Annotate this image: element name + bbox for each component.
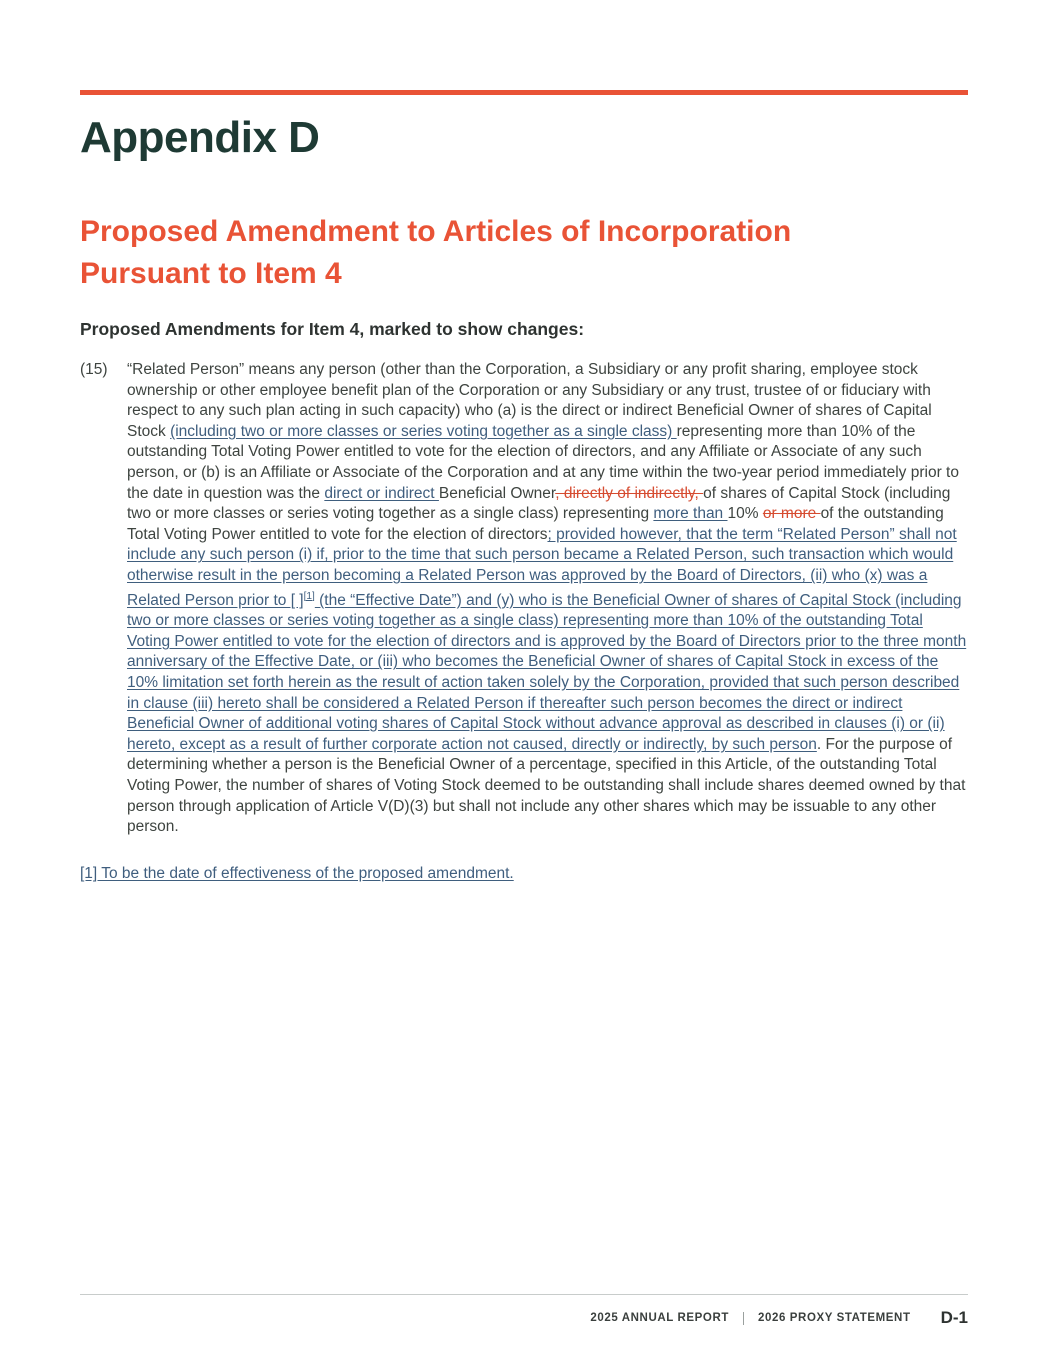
footer-annual-report: 2025 ANNUAL REPORT xyxy=(590,1312,729,1324)
footer-proxy-statement: 2026 PROXY STATEMENT xyxy=(757,1312,911,1324)
footer-row xyxy=(80,1308,968,1328)
text-run-normal: Beneficial Owner xyxy=(438,484,556,502)
section-heading: Proposed Amendment to Articles of Incorporation Pursuant to Item 4 xyxy=(80,215,792,290)
text-run-delete: , directly of indirectly, xyxy=(555,484,704,502)
appendix-title: Appendix D xyxy=(80,113,320,162)
paragraph-number: (15) xyxy=(80,361,108,378)
text-run-insert: more than xyxy=(653,505,728,523)
text-run-normal: of shares of Capital Stock (including two or more classes or series voting together as a single class) representing xyxy=(127,484,951,523)
subheading: Proposed Amendments for Item 4, marked to show changes: xyxy=(80,319,585,339)
text-run-normal: “Related Person” means any person (other than the Corporation, a Subsidiary or any profit sharing, employee stock ownership or other employee benefit plan of the Corporation or any Subsidiary or any trust, trustee of or fiduciary with respect to any such plan acting in such capacity) who (a) is the direct or indirect Beneficial Owner of shares of Capital Stock xyxy=(127,361,932,440)
top-divider xyxy=(80,90,968,95)
text-run-insert: ; provided however, that the term “Related Person” shall not include any such person (i) if, prior to the time that such person became a Related Person, such transaction which would otherwise result in the person becoming a Related Person was approved by the Board of Directors, (ii) who (x) was a Related Person prior to [ ] xyxy=(127,525,957,609)
text-run-insert: (the “Effective Date”) and (y) who is the Beneficial Owner of shares of Capital Stock (including two or more classes or series voting together as a single class) representing more than 10% of the outstanding Total Voting Power entitled to vote for the election of directors and is approved by the Board of Directors prior to the three month anniversary of the Effective Date, or (iii) who becomes the Beneficial Owner of shares of Capital Stock in excess of the 10% limitation set forth herein as the result of action taken solely by the Corporation, provided that such person described in clause (iii) hereto shall be considered a Related Person if thereafter such person becomes the direct or indirect Beneficial Owner of additional voting shares of Capital Stock without advance approval as described in clauses (i) or (ii) hereto, except as a result of further corporate action not caused, directly or indirectly, by such person xyxy=(127,591,967,753)
text-run-insert: direct or indirect xyxy=(324,484,439,502)
text-run-insert-sup: [1] xyxy=(303,590,315,602)
footer-divider xyxy=(80,1294,968,1295)
text-run-insert: (including two or more classes or series voting together as a single class) xyxy=(170,422,677,440)
text-run-normal: of the outstanding Total Voting Power entitled to vote for the election of directors xyxy=(127,505,944,543)
paragraph-body xyxy=(127,360,968,838)
page-number: D-1 xyxy=(940,1308,968,1327)
footer-separator xyxy=(743,1312,744,1325)
text-run-normal: 10% xyxy=(727,505,763,523)
text-run-normal: representing more than 10% of the outstanding Total Voting Power entitled to vote for the election of directors, and any Affiliate or Associate of any such person, or (b) is an Affiliate or Associate of the Corporation and at any time within the two-year period immediately prior to the date in question was the xyxy=(127,422,959,502)
text-run-delete: or more xyxy=(762,505,821,523)
text-run-normal: . For the purpose of determining whether a person is the Beneficial Owner of a percentage, specified in this Article, of the outstanding Total Voting Power, the number of shares of Voting Stock deemed to be outstanding shall include shares deemed owned by that person through application of Article V(D)(3) but shall not include any other shares which may be issuable to any other person. xyxy=(127,735,966,836)
footnote: [1] To be the date of effectiveness of the proposed amendment. xyxy=(80,864,514,882)
amendment-paragraph xyxy=(80,360,968,838)
page-footer xyxy=(80,1294,968,1328)
